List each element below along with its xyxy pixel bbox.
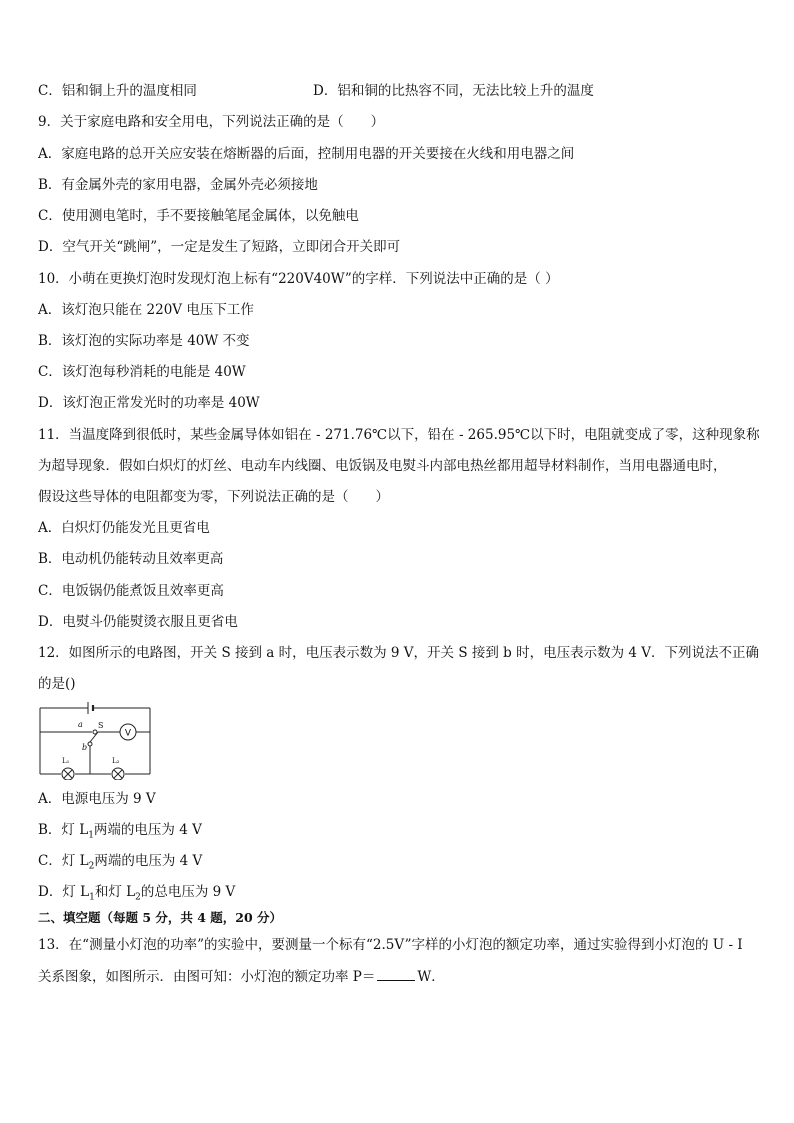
- q13-stem-line1: 13．在“测量小灯泡的功率”的实验中，要测量一个标有“2.5V”字样的小灯泡的额定功率，通过实验得到小灯泡的 U - I: [38, 937, 743, 953]
- q12-stem-line1: 12．如图所示的电路图，开关 S 接到 a 时，电压表示数为 9 V，开关 S 接到 b 时，电压表示数为 4 V．下列说法不正确: [38, 645, 760, 661]
- q10-option-a: A．该灯泡只能在 220V 电压下工作: [38, 302, 254, 318]
- label-a: a: [78, 720, 83, 729]
- answer-blank[interactable]: [377, 966, 415, 981]
- label-l1: L₁: [62, 757, 70, 765]
- circuit-diagram: [36, 698, 156, 780]
- q11-stem-line2: 为超导现象．假如白炽灯的灯丝、电动车内线圈、电饭锅及电熨斗内部电热丝都用超导材料制作，当用电器通电时，: [38, 458, 727, 474]
- lamp-l2-icon: [112, 768, 124, 780]
- q12-option-a: A．电源电压为 9 V: [38, 791, 156, 807]
- voltmeter-icon: [120, 724, 136, 740]
- q9-stem: 9．关于家庭电路和安全用电，下列说法正确的是（ ）: [38, 114, 385, 130]
- q12-stem-line2: 的是(): [38, 676, 76, 692]
- section-title-fill-in: 二、填空题（每题 5 分，共 4 题，20 分）: [38, 910, 283, 925]
- q11-option-a: A．白炽灯仍能发光且更省电: [38, 520, 210, 536]
- contact-b: [88, 742, 92, 746]
- lamp-l1-icon: [62, 768, 74, 780]
- contact-a: [93, 730, 97, 734]
- q12-option-c: C．灯 $L_2$两端的电压为 4 V: [38, 853, 203, 872]
- svg-text:V: V: [124, 728, 132, 739]
- q10-option-c: C．该灯泡每秒消耗的电能是 40W: [38, 364, 246, 380]
- q9-option-a: A．家庭电路的总开关应安装在熔断器的后面，控制用电器的开关要接在火线和用电器之间: [38, 146, 575, 162]
- q11-stem-line1: 11．当温度降到很低时，某些金属导体如铝在 - 271.76℃以下，铅在 - 265.95℃以下时，电阻就变成了零，这种现象称: [38, 427, 760, 443]
- q10-stem: 10．小萌在更换灯泡时发现灯泡上标有“220V40W”的字样．下列说法中正确的是（ ）: [38, 271, 559, 287]
- label-b: b: [82, 743, 88, 752]
- q8-option-d: D．铝和铜的比热容不同，无法比较上升的温度: [313, 83, 594, 99]
- q11-stem-line3: 假设这些导体的电阻都变为零，下列说法正确的是（ ）: [38, 489, 389, 505]
- battery-icon: [88, 702, 96, 714]
- q12-option-d: D．灯 $L_1$和灯 $L_2$的总电压为 9 V: [38, 884, 236, 903]
- q9-option-b: B．有金属外壳的家用电器，金属外壳必须接地: [38, 177, 318, 193]
- q9-option-c: C．使用测电笔时，手不要接触笔尾金属体，以免触电: [38, 208, 359, 224]
- label-l2: L₂: [112, 757, 120, 765]
- q13-stem-line2: 关系图象，如图所示．由图可知：小灯泡的额定功率 P＝ W．: [38, 966, 445, 987]
- q12-option-b: B．灯 $L_1$两端的电压为 4 V: [38, 822, 202, 841]
- q11-option-d: D．电熨斗仍能熨烫衣服且更省电: [38, 614, 238, 630]
- q10-option-b: B．该灯泡的实际功率是 40W 不变: [38, 333, 250, 349]
- q11-option-b: B．电动机仍能转动且效率更高: [38, 551, 224, 567]
- q8-option-c: C．铝和铜上升的温度相同: [38, 83, 197, 99]
- q10-option-d: D．该灯泡正常发光时的功率是 40W: [38, 395, 260, 411]
- label-s: S: [98, 721, 104, 730]
- q9-option-d: D．空气开关“跳闸”，一定是发生了短路，立即闭合开关即可: [38, 239, 401, 255]
- q11-option-c: C．电饭锅仍能煮饭且效率更高: [38, 583, 224, 599]
